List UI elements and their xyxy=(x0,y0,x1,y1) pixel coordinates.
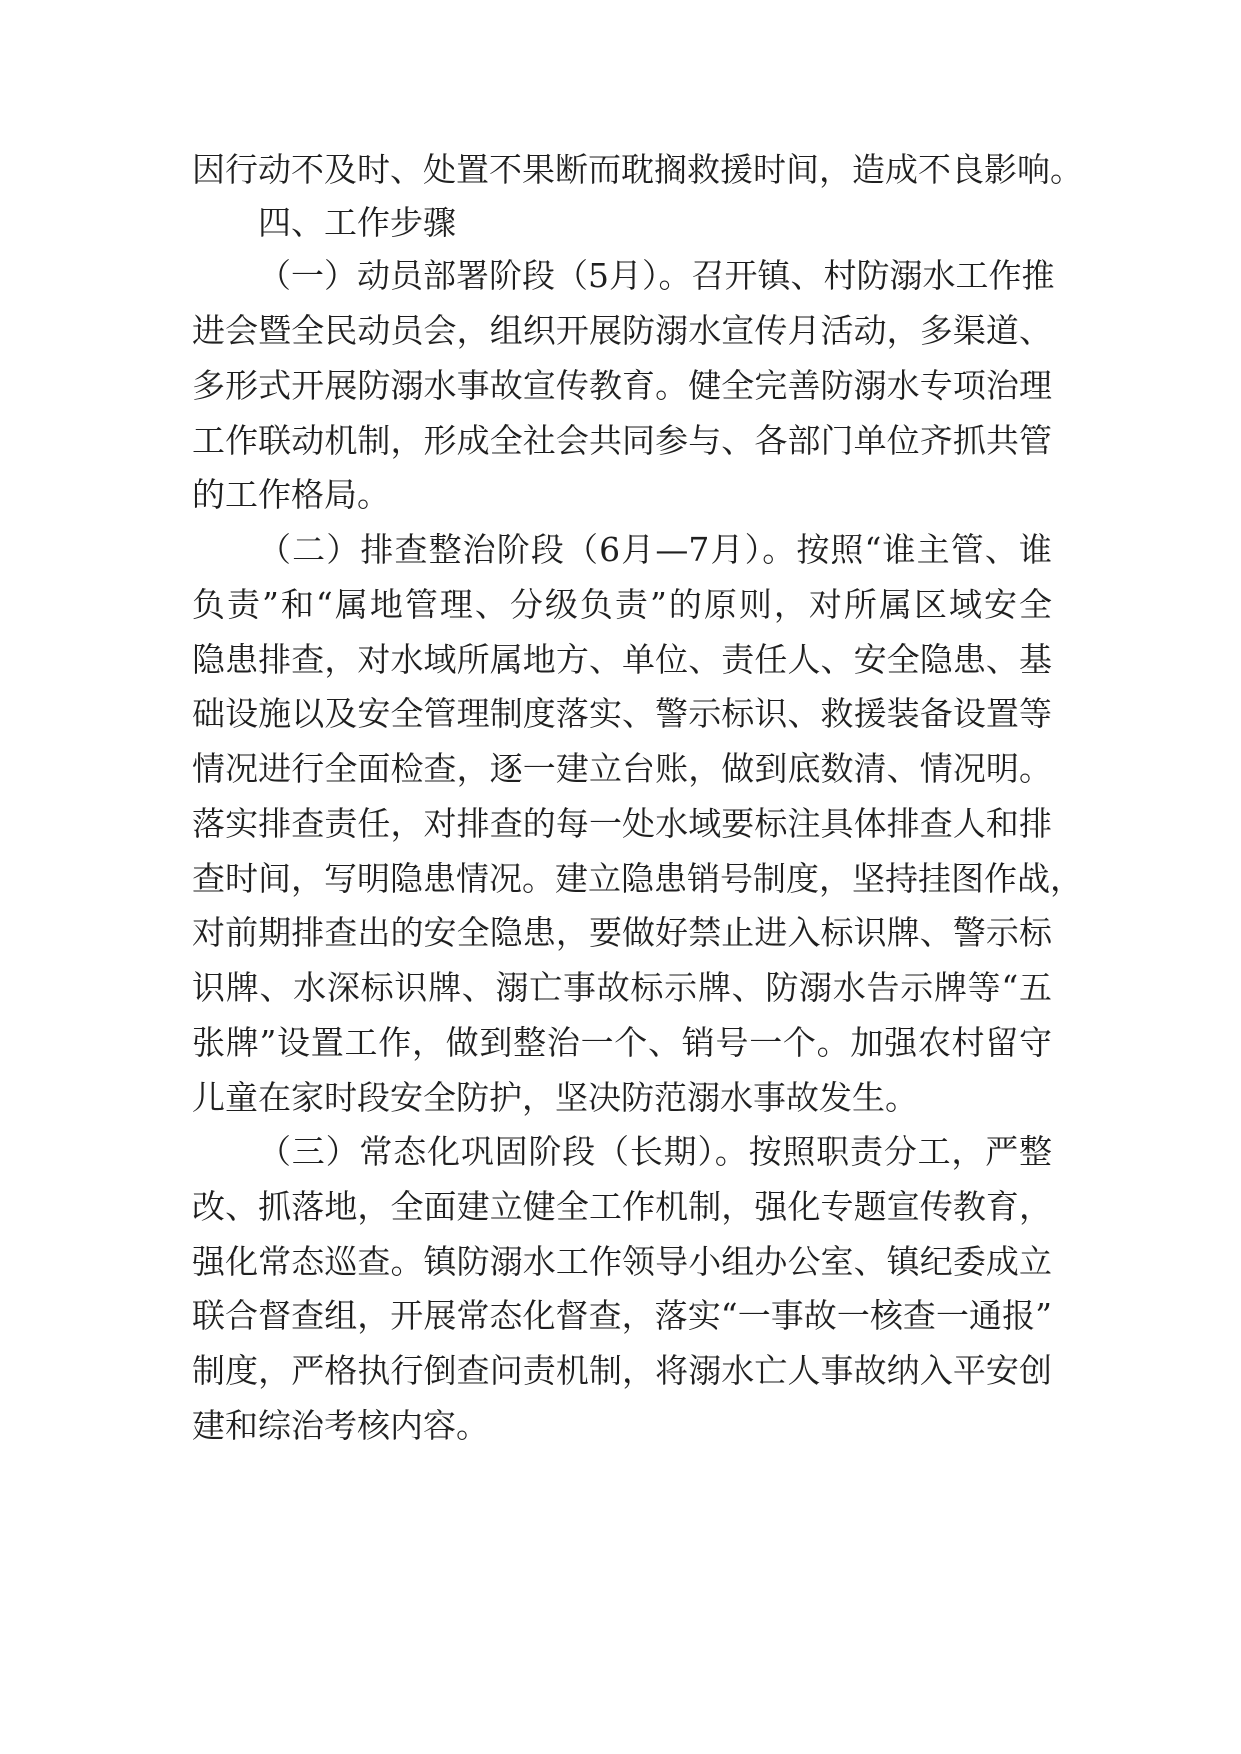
paragraph-line: 负责”和“属地管理、分级负责”的原则，对所属区域安全 xyxy=(192,585,1052,624)
paragraph-line: 联合督查组，开展常态化督查，落实“一事故一核查一通报” xyxy=(192,1296,1052,1335)
paragraph-line: 情况进行全面检查，逐一建立台账，做到底数清、情况明。 xyxy=(192,749,1052,788)
paragraph-line: 工作联动机制，形成全社会共同参与、各部门单位齐抓共管 xyxy=(192,421,1052,460)
paragraph-line: （三）常态化巩固阶段（长期）。按照职责分工，严整 xyxy=(258,1132,1052,1171)
paragraph-line: 隐患排查，对水域所属地方、单位、责任人、安全隐患、基 xyxy=(192,640,1052,679)
paragraph-line: 对前期排查出的安全隐患，要做好禁止进入标识牌、警示标 xyxy=(192,913,1052,952)
paragraph-line: 落实排查责任，对排查的每一处水域要标注具体排查人和排 xyxy=(192,804,1052,843)
paragraph-line: 建和综治考核内容。 xyxy=(192,1406,489,1445)
paragraph-line: 查时间，写明隐患情况。建立隐患销号制度，坚持挂图作战， xyxy=(192,859,1083,898)
paragraph-line: 改、抓落地，全面建立健全工作机制，强化专题宣传教育， xyxy=(192,1187,1052,1226)
paragraph-line: 进会暨全民动员会，组织开展防溺水宣传月活动，多渠道、 xyxy=(192,311,1052,350)
paragraph-line: 制度，严格执行倒查问责机制，将溺水亡人事故纳入平安创 xyxy=(192,1351,1052,1390)
paragraph-line: 因行动不及时、处置不果断而耽搁救援时间，造成不良影响。 xyxy=(192,150,1083,189)
paragraph-line: （一）动员部署阶段（5月）。召开镇、村防溺水工作推 xyxy=(258,256,1055,295)
paragraph-line: 儿童在家时段安全防护，坚决防范溺水事故发生。 xyxy=(192,1078,918,1117)
paragraph-line: 础设施以及安全管理制度落实、警示标识、救援装备设置等 xyxy=(192,694,1052,733)
section-heading: 四、工作步骤 xyxy=(258,203,456,242)
paragraph-line: （二）排查整治阶段（6月—7月）。按照“谁主管、谁 xyxy=(258,530,1052,569)
paragraph-line: 强化常态巡查。镇防溺水工作领导小组办公室、镇纪委成立 xyxy=(192,1242,1052,1281)
paragraph-line: 的工作格局。 xyxy=(192,475,390,514)
paragraph-line: 多形式开展防溺水事故宣传教育。健全完善防溺水专项治理 xyxy=(192,366,1052,405)
paragraph-line: 张牌”设置工作，做到整治一个、销号一个。加强农村留守 xyxy=(192,1023,1052,1062)
paragraph-line: 识牌、水深标识牌、溺亡事故标示牌、防溺水告示牌等“五 xyxy=(192,968,1052,1007)
